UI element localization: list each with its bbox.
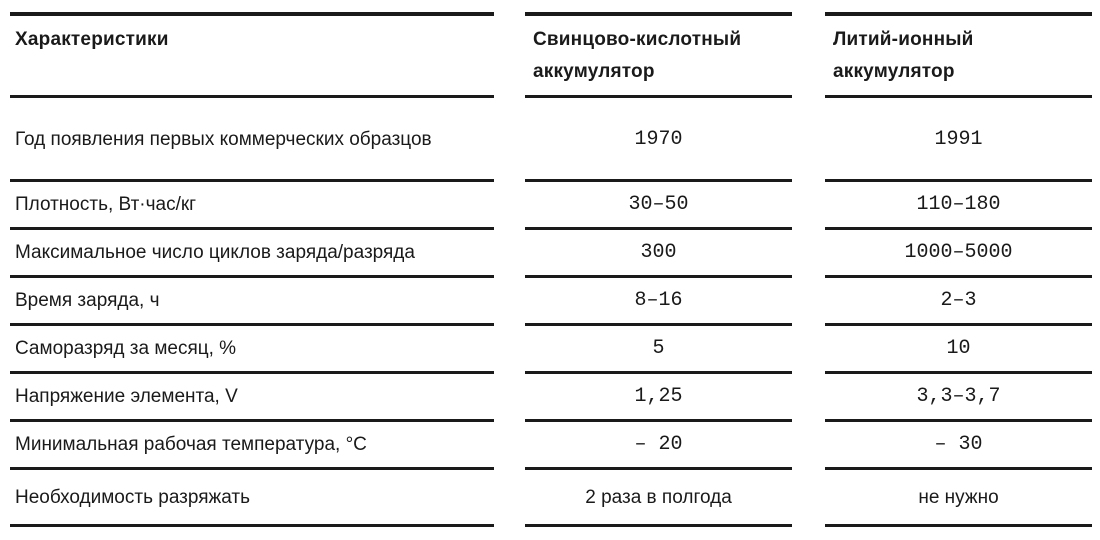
row-label: Год появления первых коммерческих образцов — [15, 128, 432, 150]
row-divider — [825, 524, 1092, 527]
lithium-ion-value: 2–3 — [940, 289, 977, 312]
lithium-ion-value: – 30 — [934, 433, 983, 456]
row-divider — [525, 524, 792, 527]
row-label: Плотность, Вт·час/кг — [15, 194, 197, 215]
lead-acid-value: 30–50 — [628, 193, 689, 216]
header-rule — [10, 12, 494, 16]
row-label: Необходимость разряжать — [15, 487, 250, 508]
lead-acid-value: 2 раза в полгода — [585, 487, 732, 508]
lithium-ion-value: 110–180 — [916, 193, 1001, 216]
row-divider — [10, 524, 494, 527]
lead-acid-value: – 20 — [634, 433, 683, 456]
lithium-ion-value: 1991 — [934, 127, 983, 151]
lithium-ion-value: не нужно — [918, 487, 999, 508]
lead-acid-value: 300 — [640, 241, 677, 264]
row-label: Минимальная рабочая температура, °С — [15, 434, 367, 455]
column-header-characteristics: Характеристики — [15, 29, 169, 50]
column-header-lead-acid: Свинцово-кислотный аккумулятор — [533, 29, 742, 82]
lead-acid-value: 5 — [652, 337, 665, 360]
row-label: Максимальное число циклов заряда/разряда — [15, 242, 415, 263]
header-rule — [825, 12, 1092, 16]
row-label: Напряжение элемента, V — [15, 386, 238, 407]
lithium-ion-value: 1000–5000 — [904, 241, 1013, 264]
row-label: Саморазряд за месяц, % — [15, 338, 237, 359]
row-label: Время заряда, ч — [15, 290, 160, 311]
column-header-lithium-ion: Литий-ионный аккумулятор — [833, 29, 974, 82]
lead-acid-value: 1970 — [634, 127, 683, 151]
lithium-ion-value: 10 — [946, 337, 971, 360]
header-rule — [525, 12, 792, 16]
lead-acid-value: 8–16 — [634, 289, 683, 312]
lead-acid-value: 1,25 — [634, 385, 683, 408]
lithium-ion-value: 3,3–3,7 — [916, 385, 1001, 408]
